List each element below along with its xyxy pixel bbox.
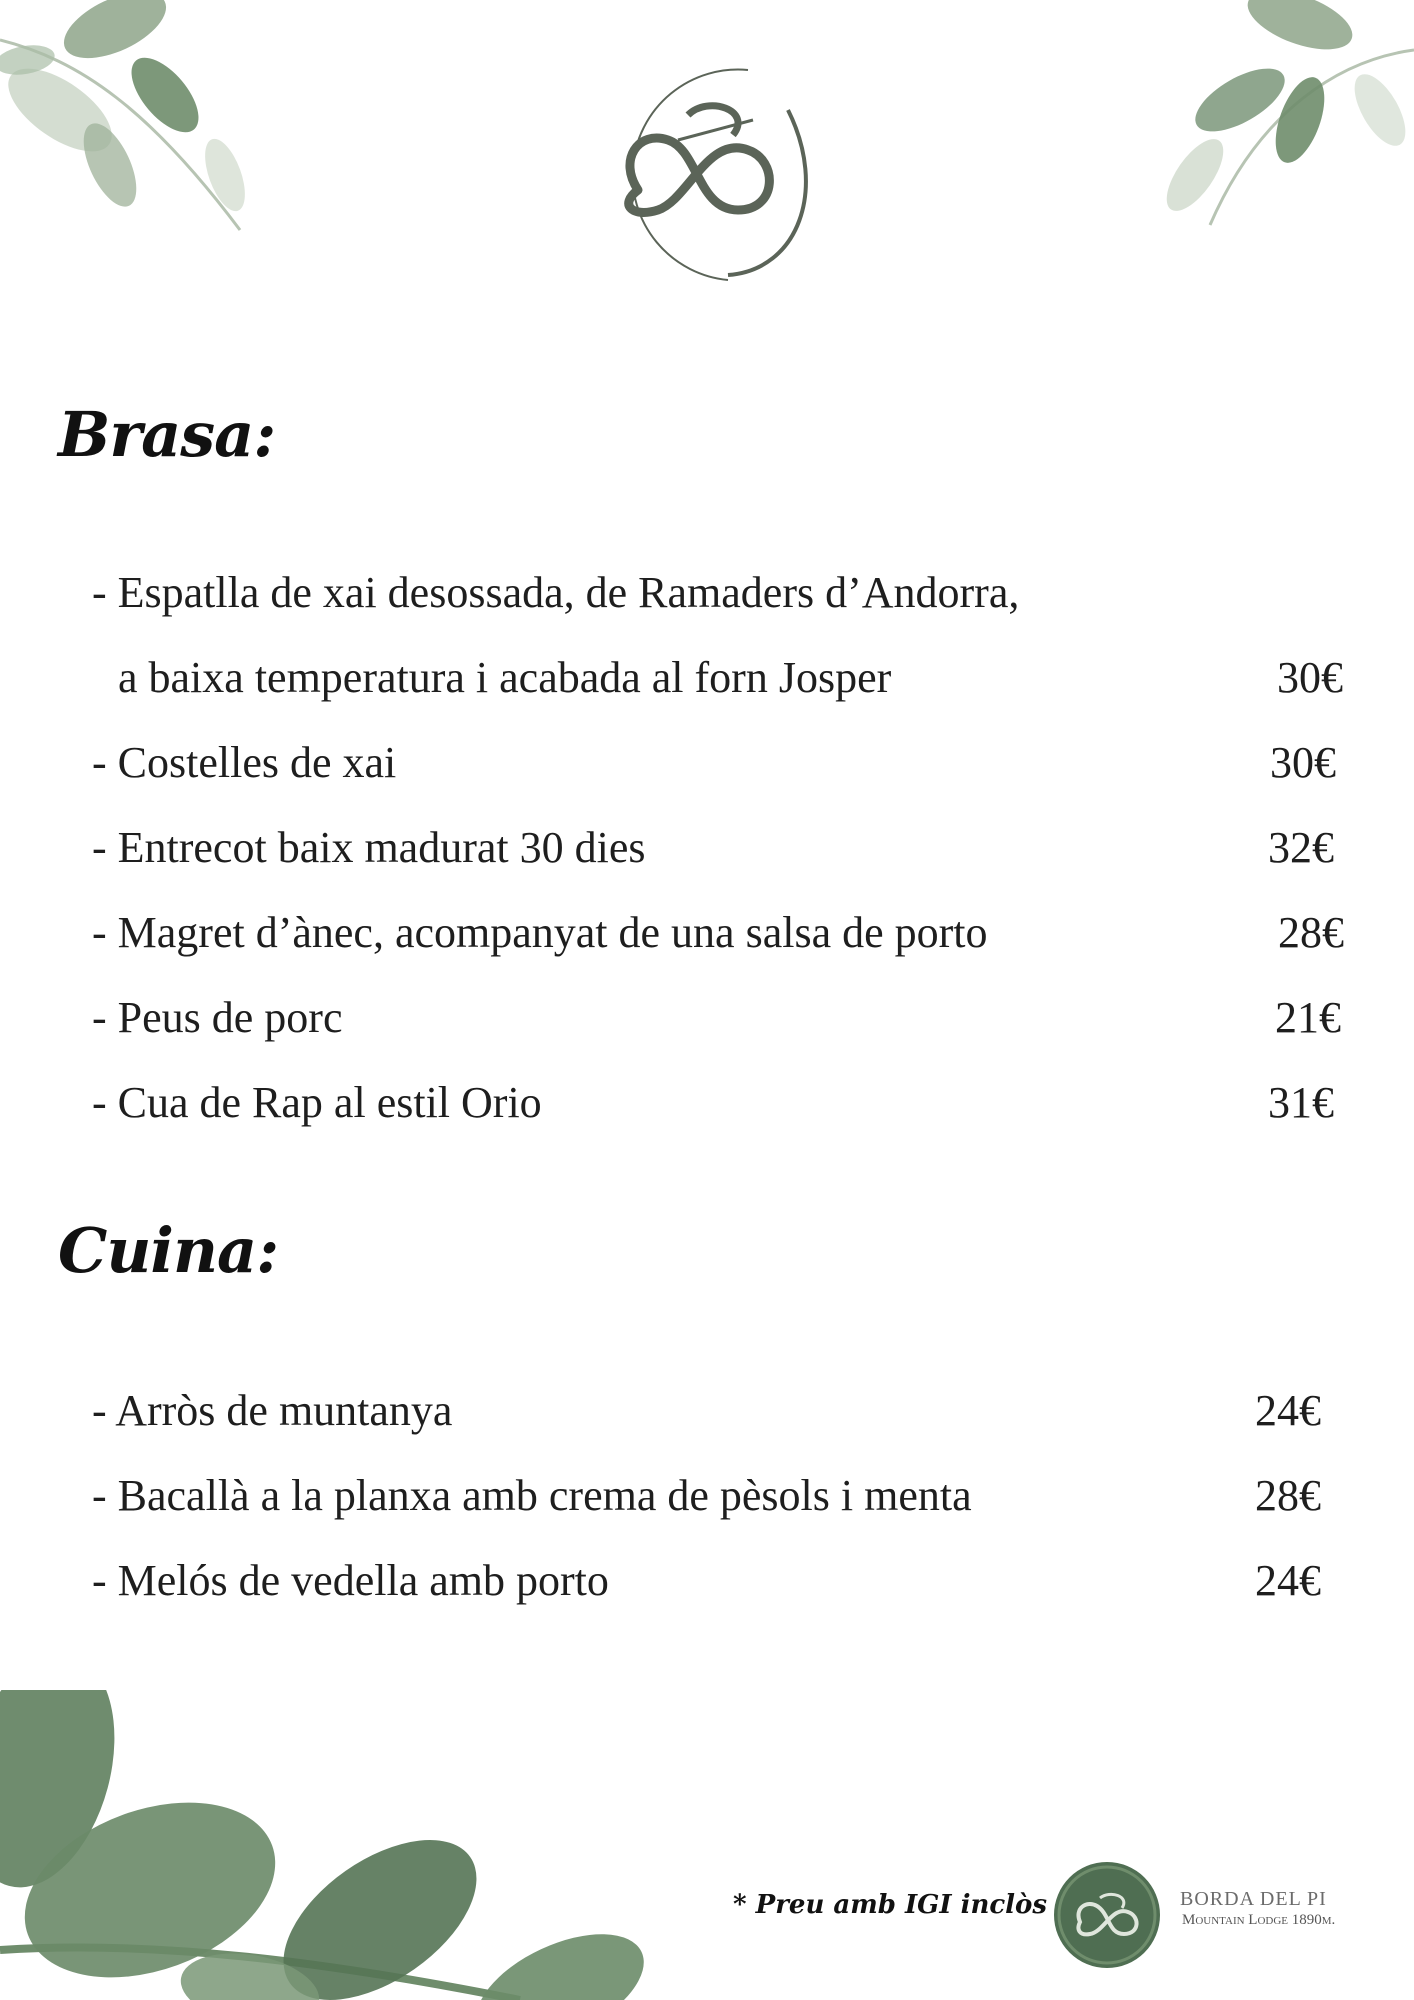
leaf-decoration-top-left xyxy=(0,0,270,240)
menu-item-price: 30€ xyxy=(1270,738,1336,787)
price-note: * Preu amb IGI inclòs xyxy=(733,1890,1048,1920)
section-title-brasa: Brasa: xyxy=(58,398,276,471)
menu-item-price: 24€ xyxy=(1255,1386,1321,1435)
menu-item-name: - Peus de porc xyxy=(92,993,343,1042)
menu-item xyxy=(92,907,1352,967)
brand-name: BORDA DEL PI xyxy=(1180,1888,1327,1910)
menu-item xyxy=(92,1555,1352,1615)
menu-item-price: 30€ xyxy=(1277,653,1343,702)
menu-item-name: - Magret d’ànec, acompanyat de una salsa de porto xyxy=(92,908,988,957)
menu-item-price: 24€ xyxy=(1255,1556,1321,1605)
menu-item xyxy=(92,1470,1352,1530)
borda-del-pi-logo xyxy=(578,40,838,290)
menu-item-price: 28€ xyxy=(1278,908,1344,957)
borda-del-pi-badge xyxy=(1052,1860,1162,1970)
brand-tagline: Mountain Lodge 1890m. xyxy=(1182,1912,1336,1928)
menu-item-name: - Cua de Rap al estil Orio xyxy=(92,1078,542,1127)
menu-item xyxy=(92,1385,1352,1445)
menu-item xyxy=(92,737,1352,797)
menu-item-price: 21€ xyxy=(1275,993,1341,1042)
menu-item-price: 28€ xyxy=(1255,1471,1321,1520)
menu-item xyxy=(92,1077,1352,1137)
menu-item xyxy=(92,822,1352,882)
menu-item-name: - Bacallà a la planxa amb crema de pèsols i menta xyxy=(92,1471,972,1520)
menu-item-name: - Espatlla de xai desossada, de Ramaders d’Andorra, xyxy=(92,568,1020,617)
menu-item xyxy=(92,652,1352,712)
leaf-decoration-top-right xyxy=(1150,0,1414,230)
menu-item-name: - Arròs de muntanya xyxy=(92,1386,453,1435)
menu-item-name: a baixa temperatura i acabada al forn Josper xyxy=(118,653,892,702)
menu-item-name: - Costelles de xai xyxy=(92,738,397,787)
menu-item-name: - Melós de vedella amb porto xyxy=(92,1556,609,1605)
menu-item-name: - Entrecot baix madurat 30 dies xyxy=(92,823,646,872)
menu-item-price: 31€ xyxy=(1268,1078,1334,1127)
leaf-decoration-bottom-left xyxy=(0,1690,700,2000)
section-title-cuina: Cuina: xyxy=(58,1214,279,1287)
menu-item-price: 32€ xyxy=(1268,823,1334,872)
menu-item xyxy=(92,992,1352,1052)
menu-item xyxy=(92,567,1352,627)
